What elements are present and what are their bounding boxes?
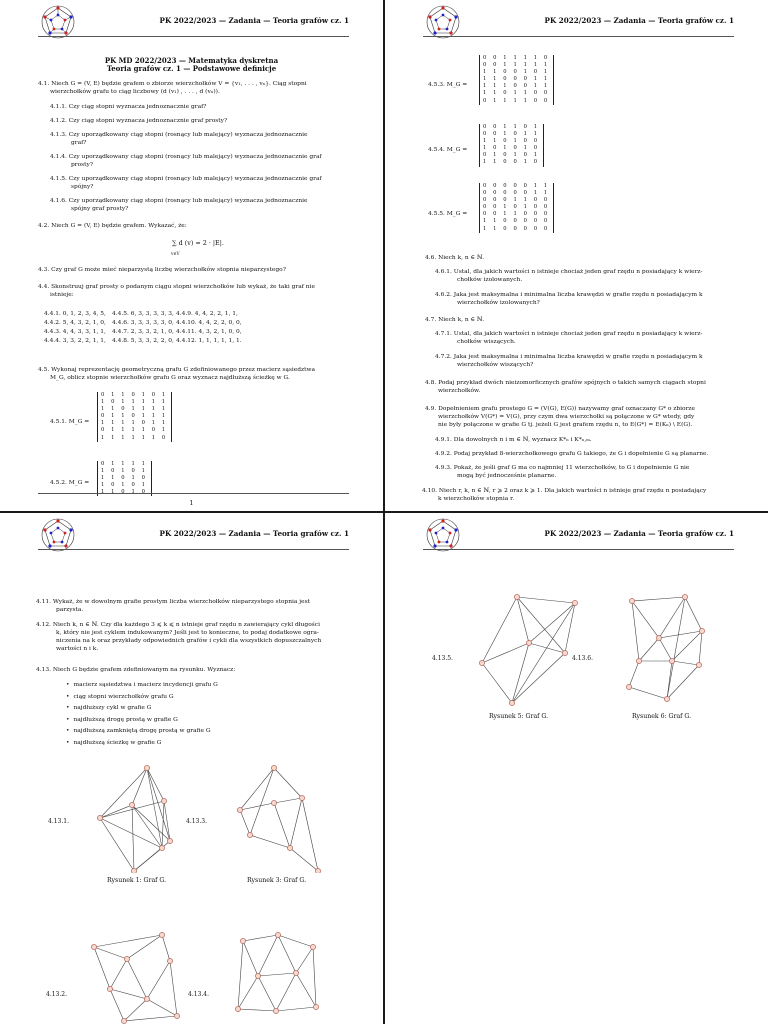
exercise-4-12: 4.12. Niech k, n ∈ ℕ. Czy dla każdego 3 ⩽ k ⩽ n istnieje graf rzędu n zawierający cykl długości [36, 622, 320, 628]
degree-sequence-item: 4.4.3. 4, 4, 3, 3, 1, 1, [44, 329, 106, 335]
exercise-4-11: 4.11. Wykaż, że w dowolnym grafie prostym liczba wierzchołków nieparzystego stopnia jest [36, 599, 310, 605]
caption-6: Rysunek 6: Graf G. [632, 713, 692, 720]
graph-4-13-3-label: 4.13.3. [186, 818, 207, 825]
graph-edge [164, 801, 170, 841]
graph-edge [132, 805, 134, 871]
question-4-1-1: 4.1.1. Czy ciąg stopni wyznacza jednoznacznie graf? [50, 104, 207, 110]
graph-edge [132, 768, 147, 805]
doc-subtitle: Teoria grafów cz. 1 — Podstawowe definicje [106, 64, 277, 73]
graph-4-13-2-label: 4.13.2. [46, 991, 67, 998]
graph-vertex [682, 594, 687, 599]
graph-4-13-4-label: 4.13.4. [188, 991, 209, 998]
graph-edge [276, 973, 296, 1011]
graph-edge [278, 935, 296, 973]
graph-4-13-1-label: 4.13.1. [48, 818, 69, 825]
caption-3: Rysunek 3: Graf G. [247, 877, 307, 884]
graph-edge [629, 661, 639, 687]
graph-vertex [526, 640, 531, 645]
graph-edge [699, 631, 702, 665]
graph-vertex [159, 845, 164, 850]
matrix-4-5-2: 0 1 1 1 1 1 0 1 0 1 1 1 0 1 0 1 0 1 0 1 1 1 0 1 0 [97, 461, 152, 496]
graph-vertex [131, 868, 136, 873]
graph-edge [110, 989, 124, 1021]
graph-vertex [167, 838, 172, 843]
graph-edge [296, 947, 313, 973]
task-list-item: • ciąg stopni wierzchołków grafu G [66, 694, 174, 701]
exercise-4-10: 4.10. Niech r, k, n ∈ ℕ, r ⩾ 2 oraz k ⩾ 1. Dla jakich wartości n istnieje graf rzędu n posiadający [422, 488, 707, 494]
page-header: PK 2022/2023 — Zadania — Teoria grafów cz. 1 [159, 529, 349, 538]
degree-sequence-item: 4.4.6. 3, 3, 3, 3, 3, 0, [112, 320, 174, 326]
exercise-4-4: 4.4. Skonstruuj graf prosty o podanym ciągu stopni wierzchołków lub wykaż, że taki graf nie [38, 284, 315, 290]
question-4-1-3-cont: graf? [71, 140, 87, 146]
matrix-4-5-4-label: 4.5.4. M_G = [428, 147, 468, 153]
page-header: PK 2022/2023 — Zadania — Teoria grafów cz. 1 [544, 529, 734, 538]
graph-edge [250, 768, 274, 835]
matrix-4-5-5: 0 0 0 0 0 1 1 0 0 0 0 0 1 1 0 0 0 1 1 0 0 0 0 1 0 1 0 0 0 0 1 1 0 0 0 1 1 0 0 0 0 0 1 1 0 0 0 0 0 [479, 183, 554, 233]
graph-edge [639, 638, 659, 661]
task-list-item: • najdłuższy cykl w grafie G [66, 705, 151, 712]
graph-vertex [287, 845, 292, 850]
graph-edge [274, 768, 302, 798]
exercise-4-9: 4.9. Dopełnieniem grafu prostego G = (V(G), E(G)) nazywamy graf oznaczany G* o zbiorze [425, 406, 695, 412]
question-4-1-6-cont: spójny graf prosty? [71, 206, 129, 212]
graph-edge [629, 687, 667, 699]
matrix-4-5-5-label: 4.5.5. M_G = [428, 211, 468, 217]
question-4-7-1: 4.7.1. Ustal, dla jakich wartości n istnieje chociaż jeden graf rzędu n posiadający k wierz- [435, 331, 703, 337]
question-4-6-2-cont: wierzchołków izolowanych? [457, 300, 540, 306]
exercise-4-8: 4.8. Podaj przykład dwóch nieizomorficznych grafów spójnych o takich samych ciągach stopni [425, 380, 706, 386]
graph-edge [296, 973, 316, 1007]
graph-edge [94, 935, 162, 947]
graph-edge [100, 805, 132, 818]
graph-edge [124, 999, 147, 1021]
question-4-9-3-cont: mogą być jednocześnie planarne. [457, 473, 557, 479]
graph-vertex [509, 700, 514, 705]
page-2 [385, 0, 768, 511]
question-4-9-3: 4.9.3. Pokaż, że jeśli graf G ma co najmniej 11 wierzchołków, to G i dopełnienie G nie [435, 465, 690, 471]
graph-edge [290, 798, 302, 848]
graph-edge [529, 643, 565, 653]
exercise-4-10-cont: k wierzchołków stopnia r. [438, 496, 515, 502]
footer-rule-1 [38, 493, 349, 494]
graph-vertex [656, 635, 661, 640]
graph-vertex [97, 815, 102, 820]
degree-sequence-item: 4.4.4. 3, 3, 2, 2, 1, 1, [44, 338, 106, 344]
graph-edge [258, 976, 276, 1011]
matrix-4-5-3: 0 0 1 1 1 1 0 0 0 1 1 1 1 1 1 1 0 0 1 0 1 1 1 0 0 0 1 1 1 1 1 0 0 1 1 1 1 0 1 1 0 0 0 1 1 1 1 0 0 [479, 55, 554, 105]
exercise-4-6: 4.6. Niech k, n ∈ ℕ. [425, 255, 485, 261]
graph-edge [512, 643, 529, 703]
graph-4-13-5 [477, 591, 587, 706]
graph-edge [258, 935, 278, 976]
graph-edge [274, 798, 302, 803]
graph-edge [278, 935, 313, 947]
graph-edge [667, 597, 685, 699]
graph-vertex [696, 662, 701, 667]
graph-edge [238, 1009, 276, 1011]
question-4-1-2: 4.1.2. Czy ciąg stopni wyznacza jednoznacznie graf prosty? [50, 118, 228, 124]
graph-vertex [174, 1013, 179, 1018]
question-4-1-5-cont: spójny? [71, 184, 94, 190]
caption-5: Rysunek 5: Graf G. [489, 713, 549, 720]
graph-edge [94, 947, 110, 989]
graph-vertex [240, 938, 245, 943]
question-4-6-1-cont: chołków izolowanych. [457, 277, 523, 283]
graph-edge [672, 661, 699, 665]
degree-sequence-item: 4.4.1. 0, 1, 2, 3, 4, 5, [44, 311, 106, 317]
graph-edge [659, 638, 672, 661]
exercise-4-3: 4.3. Czy graf G może mieć nieparzystą liczbę wierzchołków stopnia nieparzystego? [38, 267, 286, 273]
graph-edge [243, 935, 278, 941]
graph-vertex [271, 800, 276, 805]
graph-edge [127, 935, 162, 959]
graph-vertex [299, 795, 304, 800]
degree-sequence-item: 4.4.8. 5, 3, 3, 2, 2, 0, [112, 338, 174, 344]
graph-vertex [124, 956, 129, 961]
graph-edge [238, 941, 243, 1009]
header-rule [423, 549, 734, 550]
graph-vertex [255, 973, 260, 978]
question-4-7-2-cont: wierzchołków wiszących? [457, 362, 534, 368]
graph-vertex [107, 986, 112, 991]
graph-vertex [159, 932, 164, 937]
graph-vertex [273, 1008, 278, 1013]
exercise-4-11-cont: parzysta. [56, 607, 84, 613]
graph-vertex [562, 650, 567, 655]
question-4-1-5: 4.1.5. Czy uporządkowany ciąg stopni (rosnący lub malejący) wyznacza jednoznacznie graf [50, 176, 322, 182]
graph-vertex [669, 658, 674, 663]
logo-icon [40, 517, 76, 553]
exercise-4-8-cont: wierzchołków. [438, 388, 481, 394]
task-list-item: • macierz sąsiedztwa i macierz incydencji grafu G [66, 682, 218, 689]
graph-vertex [514, 594, 519, 599]
graph-vertex [629, 598, 634, 603]
graph-4-13-2 [82, 931, 182, 1024]
graph-vertex [626, 684, 631, 689]
graph-vertex [237, 807, 242, 812]
header-rule [38, 549, 349, 550]
graph-vertex [161, 798, 166, 803]
graph-edge [110, 959, 127, 989]
logo-icon [425, 517, 461, 553]
graph-vertex [479, 660, 484, 665]
graph-edge [517, 597, 575, 603]
graph-vertex [235, 1006, 240, 1011]
graph-edge [132, 805, 162, 848]
graph-vertex [129, 802, 134, 807]
graph-vertex [293, 970, 298, 975]
graph-vertex [572, 600, 577, 605]
matrix-4-5-3-label: 4.5.3. M_G = [428, 82, 468, 88]
graph-edge [243, 941, 258, 976]
graph-4-13-6-label: 4.13.6. [572, 655, 593, 662]
graph-vertex [636, 658, 641, 663]
exercise-4-5: 4.5. Wykonaj reprezentację geometryczną grafu G zdefiniowanego przez macierz sąsiedztwa [38, 367, 316, 373]
graph-edge [659, 631, 702, 638]
exercise-4-9-cont1: wierzchołków V(G*) = V(G), przy czym dwa wierzchołki są połączone w G* wtedy, gdy [438, 414, 695, 420]
graph-vertex [310, 944, 315, 949]
formula-subscript: v∈V [171, 251, 180, 256]
question-4-7-1-cont: chołków wiszących. [457, 339, 516, 345]
graph-edge [258, 973, 296, 976]
graph-edge [124, 1016, 177, 1021]
graph-vertex [315, 868, 320, 873]
caption-1: Rysunek 1: Graf G. [107, 877, 167, 884]
graph-vertex [167, 958, 172, 963]
exercise-4-12-cont1: k, który nie jest cyklem indukowanym? Jeśli jest to konieczne, to podaj dodatkowe ogra- [56, 630, 319, 636]
task-list-item: • najdłuższą drogę prostą w grafie G [66, 717, 178, 724]
graph-4-13-6 [617, 593, 717, 703]
degree-sequence-item: 4.4.11. 4, 3, 2, 1, 0, 0, [176, 329, 242, 335]
header-rule [38, 36, 349, 37]
graph-edge [685, 597, 702, 631]
formula: ∑ d (v) = 2 · |E|. [172, 239, 224, 247]
question-4-9-2: 4.9.2. Podaj przykład 8-wierzchołkowego grafu G takiego, że G i dopełnienie G są planarne. [435, 451, 709, 457]
graph-edge [276, 1007, 316, 1011]
question-4-1-6: 4.1.6. Czy uporządkowany ciąg stopni (rosnący lub malejący) wyznacza jednoznacznie [50, 198, 308, 204]
graph-edge [170, 961, 177, 1016]
matrix-4-5-4: 0 0 1 1 0 1 0 0 1 0 1 1 1 1 0 1 0 0 1 0 1 0 1 0 0 1 0 1 0 1 1 1 0 0 1 0 [479, 124, 544, 167]
graph-edge [127, 959, 147, 999]
graph-edge [313, 947, 316, 1007]
question-4-1-4: 4.1.4. Czy uporządkowany ciąg stopni (rosnący lub malejący) wyznacza jednoznacznie graf [50, 154, 322, 160]
graph-4-13-3 [232, 763, 327, 873]
graph-4-13-5-label: 4.13.5. [432, 655, 453, 662]
matrix-4-5-1: 0 1 1 0 1 0 1 1 0 1 1 1 1 1 1 1 0 1 1 1 1 0 1 1 0 1 1 1 1 1 1 1 0 1 1 0 1 1 1 1 0 1 1 1 1 1 1 1 0 [97, 392, 172, 442]
degree-sequence-item: 4.4.5. 6, 3, 3, 3, 3, 3, [112, 311, 174, 317]
degree-sequence-item: 4.4.9. 4, 4, 2, 2, 1, 1, [176, 311, 238, 317]
question-4-6-2: 4.6.2. Jaka jest maksymalna i minimalna liczba krawędzi w grafie rzędu n posiadającym k [435, 292, 703, 298]
graph-edge [147, 961, 170, 999]
degree-sequence-item: 4.4.12. 1, 1, 1, 1, 1, 1. [176, 338, 242, 344]
degree-sequence-item: 4.4.10. 4, 4, 2, 2, 0, 0, [176, 320, 242, 326]
matrix-4-5-1-label: 4.5.1. M_G = [50, 419, 90, 425]
graph-edge [162, 935, 170, 961]
task-list-item: • najdłuższą ścieżkę w grafie G [66, 740, 161, 747]
graph-vertex [144, 996, 149, 1001]
page-header: PK 2022/2023 — Zadania — Teoria grafów cz. 1 [159, 16, 349, 25]
graph-vertex [664, 696, 669, 701]
graph-vertex [271, 765, 276, 770]
question-4-6-1: 4.6.1. Ustal, dla jakich wartości n istnieje chociaż jeden graf rzędu n posiadający k wierz- [435, 269, 703, 275]
graph-edge [162, 801, 164, 848]
page-1 [0, 0, 383, 511]
question-4-9-1: 4.9.1. Dla dowolnych n i m ∈ ℕ, wyznacz K*ₙ i K*ₙ,ₘ. [435, 437, 592, 443]
exercise-4-5-cont: M_G, oblicz stopnie wierzchołków grafu G oraz wyznacz najdłuższą ścieżkę w G. [50, 375, 290, 381]
degree-sequence-item: 4.4.2. 5, 4, 3, 2, 1, 0, [44, 320, 106, 326]
exercise-4-13: 4.13. Niech G będzie grafem zdefiniowanym na rysunku. Wyznacz: [36, 667, 236, 673]
degree-sequence-item: 4.4.7. 2, 3, 3, 2, 1, 0, [112, 329, 174, 335]
graph-vertex [91, 944, 96, 949]
doc-title: PK MD 2022/2023 — Matematyka dyskretna [104, 56, 279, 65]
graph-edge [94, 947, 127, 959]
graph-edge [250, 835, 290, 848]
graph-edge [482, 663, 512, 703]
logo-icon [425, 4, 461, 40]
graph-edge [147, 999, 177, 1016]
graph-edge [632, 601, 659, 638]
exercise-4-4-cont: istnieje: [50, 292, 74, 298]
exercise-4-1-cont: wierzchołków grafu to ciąg liczbowy (d (v₁) , . . . , d (vₙ)). [50, 89, 220, 95]
exercise-4-7: 4.7. Niech k, n ∈ ℕ. [425, 317, 485, 323]
graph-edge [100, 768, 147, 818]
page-3 [0, 513, 383, 1024]
graph-edge [240, 768, 274, 810]
graph-edge [238, 976, 258, 1009]
graph-vertex [699, 628, 704, 633]
exercise-4-1: 4.1. Niech G = (V, E) będzie grafem o zbiorze wierzchołków V = {v₁, . . . , vₙ}. Ciąg stopni [38, 81, 307, 87]
graph-edge [632, 597, 685, 601]
graph-4-13-1 [92, 763, 174, 873]
graph-edge [134, 848, 162, 871]
task-list-item: • najdłuższą zamkniętą drogę prostą w grafie G [66, 728, 211, 735]
exercise-4-12-cont3: wartości n i k. [56, 646, 99, 652]
question-4-1-4-cont: prosty? [71, 162, 94, 168]
graph-vertex [121, 1018, 126, 1023]
header-rule [423, 36, 734, 37]
page-header: PK 2022/2023 — Zadania — Teoria grafów cz. 1 [544, 16, 734, 25]
graph-edge [482, 643, 529, 663]
graph-edge [110, 989, 147, 999]
graph-vertex [275, 932, 280, 937]
graph-edge [240, 810, 250, 835]
matrix-4-5-2-label: 4.5.2. M_G = [50, 480, 90, 486]
graph-vertex [144, 765, 149, 770]
exercise-4-2: 4.2. Niech G = (V, E) będzie grafem. Wykazać, że: [38, 223, 187, 229]
question-4-1-3: 4.1.3. Czy uporządkowany ciąg stopni (rosnący lub malejący) wyznacza jednoznacznie [50, 132, 308, 138]
graph-vertex [313, 1004, 318, 1009]
exercise-4-12-cont2: niczenia na k oraz przykłady odpowiednich grafów i cykli dla wszystkich dopuszczalnych [56, 638, 322, 644]
graph-4-13-4 [228, 931, 328, 1024]
page-number-1: 1 [189, 499, 194, 507]
graph-edge [632, 601, 639, 661]
graph-edge [274, 803, 290, 848]
logo-icon [40, 4, 76, 40]
graph-edge [147, 768, 164, 801]
graph-vertex [247, 832, 252, 837]
exercise-4-9-cont2: nie były połączone w grafie G tj. jeżeli G jest grafem rzędu n, to E(G*) = E(Kₙ) \ E(G). [438, 422, 693, 428]
page-4 [385, 513, 768, 1024]
question-4-7-2: 4.7.2. Jaka jest maksymalna i minimalna liczba krawędzi w grafie rzędu n posiadającym k [435, 354, 703, 360]
graph-edge [482, 597, 517, 663]
